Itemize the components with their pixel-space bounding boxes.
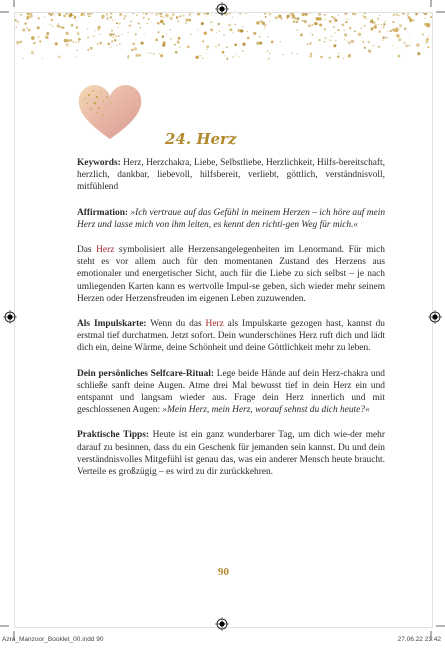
- ritual-paragraph: [77, 368, 385, 417]
- ritual-text: Lege beide Hände auf dein Herz-chakra und schließe sanft deine Augen. Atme drei Mal bewusst tief in dein Herz ein und entspannt und langsam wieder aus. Frage dein Herz innerlich und mit geschlossenen Augen:: [77, 368, 385, 416]
- intro-part2: symbolisiert alle Herzensangelegenheiten im Lenormand. Für mich steht es vor allem auch für den momentanen Zustand des Herzens aus emotionaler und energetischer Sicht, auch für die Liebe zu sich selbst – je nach umliegenden Karten kann es wertvolle Impul-se geben, sich wieder mehr seinem Herzen oder Herzensfreuden im eigenen Leben zuzuwenden.: [77, 245, 385, 304]
- section-title: [165, 130, 236, 148]
- keywords-label: Keywords:: [77, 158, 121, 168]
- impulse-paragraph: [77, 318, 385, 355]
- impulse-part2: als Impulskarte gezogen hast, kannst du erstmal tief durchatmen. Jetzt sofort. Dein wunderschönes Herz ruft dich und lädt dich ein, deine Wärme, deine Schönheit und deine Göttlichkeit mehr zu leben.: [77, 319, 385, 354]
- tips-label: Praktische Tipps:: [77, 430, 150, 441]
- tips-paragraph: [77, 429, 385, 478]
- impulse-label: Als Impulskarte:: [77, 319, 147, 330]
- book-page: [14, 12, 433, 628]
- keywords-paragraph: [77, 157, 385, 194]
- registration-mark-icon: [215, 2, 229, 16]
- tips-text: Heute ist ein ganz wunderbarer Tag, um dich wie-der mehr darauf zu besinnen, dass du ein Geschenk für jemanden sein kannst. Du und dein verständnisvolles Mitgefühl ist genau das, was ein anderer Mensch heute braucht. Verteile es großzügig – es wird zu dir zurückkehren.: [77, 430, 385, 478]
- confetti-dots-icon: [15, 13, 432, 61]
- ritual-quote: »Mein Herz, mein Herz, worauf sehnst du dich heute?«: [162, 405, 370, 416]
- section-name: Herz: [196, 130, 237, 148]
- card-text: [77, 157, 385, 491]
- affirmation-paragraph: [77, 207, 385, 231]
- intro-paragraph: [77, 244, 385, 305]
- intro-part1: Das: [77, 245, 97, 256]
- keywords-text: Herz, Herzchakra, Liebe, Selbstliebe, Herzlichkeit, Hilfs-bereitschaft, herzlich, dankbar, liebevoll, hilfsbereit, verliebt, göttlich, verständnisvoll, mitfühlend: [77, 158, 386, 193]
- intro-highlight: Herz: [96, 245, 115, 256]
- registration-mark-icon: [215, 617, 229, 631]
- slug-timestamp: 27.06.22 23:42: [397, 636, 441, 643]
- affirmation-text: »Ich vertraue auf das Gefühl in meinem Herzen – ich höre auf mein Herz und lasse mich von ihm leiten, es kennt den richti-gen Weg für mich.«: [77, 207, 386, 230]
- slug-filename: Azra_Manzoor_Booklet_00.indd 90: [2, 636, 104, 643]
- heart-icon: [75, 81, 145, 141]
- ritual-label: Dein persönliches Selfcare-Ritual:: [77, 368, 215, 379]
- registration-mark-icon: [3, 310, 17, 324]
- affirmation-label: Affirmation:: [77, 207, 129, 218]
- impulse-part1: Wenn du das: [146, 319, 206, 330]
- section-number: 24.: [165, 130, 192, 148]
- impulse-highlight: Herz: [205, 319, 224, 330]
- page-number: 90: [218, 566, 229, 578]
- registration-mark-icon: [428, 310, 442, 324]
